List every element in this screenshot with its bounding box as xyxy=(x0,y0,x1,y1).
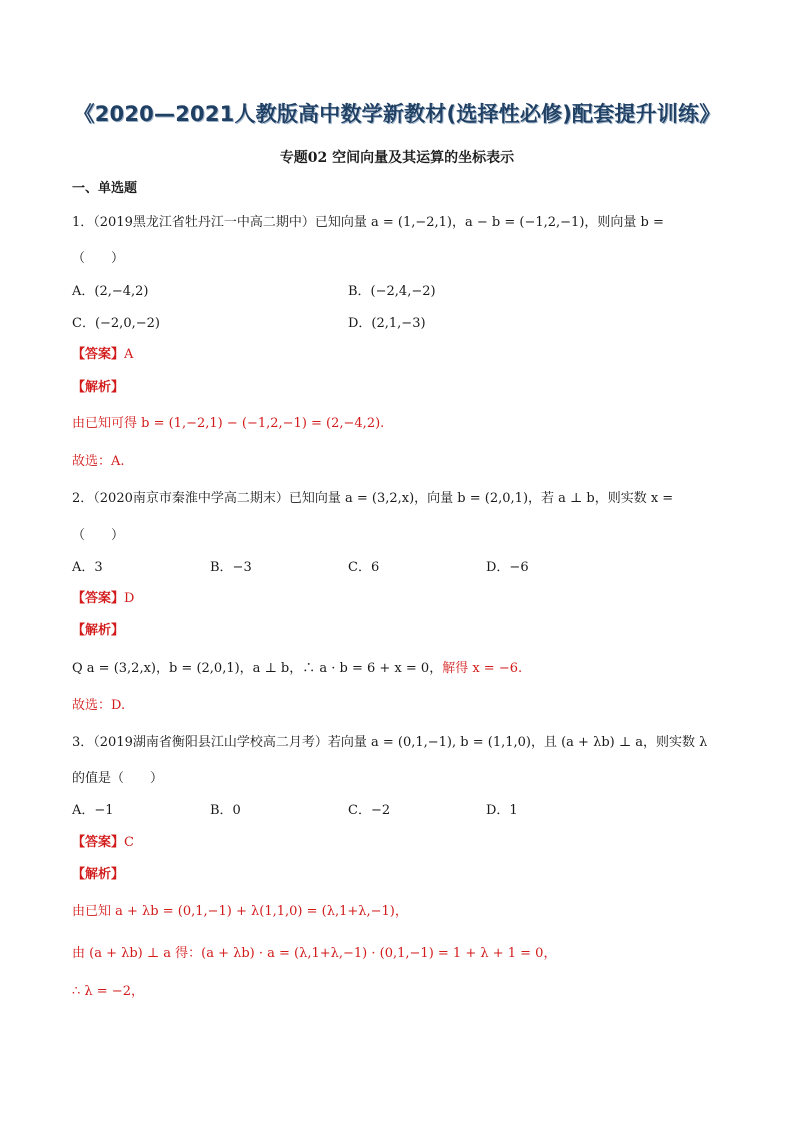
question-2-stem: 2．（2020南京市秦淮中学高二期末）已知向量 a = (3,2,x)，向量 b = (2,0,1)，若 a ⊥ b，则实数 x = xyxy=(72,491,674,506)
question-2-analysis-tag: 【解析】 xyxy=(72,623,125,638)
question-1-option-d: D．(2,1,−3) xyxy=(348,316,426,331)
question-3-option-b: B．0 xyxy=(210,803,241,818)
question-3-analysis-tag: 【解析】 xyxy=(72,867,125,882)
section-heading: 一、单选题 xyxy=(72,181,138,196)
question-2-option-d: D．−6 xyxy=(486,560,529,575)
question-2-option-c: C．6 xyxy=(348,560,380,575)
answer-tag: 【答案】 xyxy=(72,591,125,606)
question-1-paren: （ ） xyxy=(72,251,125,266)
answer-value: A xyxy=(124,347,134,362)
question-3-solution-1: 由已知 a + λb = (0,1,−1) + λ(1,1,0) = (λ,1+λ,−1)， xyxy=(72,904,408,919)
question-1-option-c: C．(−2,0,−2) xyxy=(72,316,160,331)
question-1-option-b: B．(−2,4,−2) xyxy=(348,284,436,299)
answer-value: D xyxy=(124,591,135,606)
question-3-stem: 3．（2019湖南省衡阳县江山学校高二月考）若向量 a = (0,1,−1), b = (1,1,0)，且 (a + λb) ⊥ a，则实数 λ xyxy=(72,735,708,750)
question-3-option-d: D．1 xyxy=(486,803,518,818)
answer-tag: 【答案】 xyxy=(72,835,125,850)
question-3-solution-3: ∴ λ = −2， xyxy=(72,984,144,999)
topic-subtitle: 专题02 空间向量及其运算的坐标表示 xyxy=(279,150,515,166)
question-2-option-b: B．−3 xyxy=(210,560,252,575)
solution-black: Q a = (3,2,x)，b = (2,0,1)，a ⊥ b，∴ a · b = 6 + x = 0， xyxy=(72,661,443,676)
question-3-option-a: A．−1 xyxy=(72,803,114,818)
question-2-conclusion: 故选：D. xyxy=(72,698,126,713)
question-2-answer xyxy=(72,590,134,608)
question-1-analysis-tag: 【解析】 xyxy=(72,380,125,395)
solution-red: 解得 x = −6. xyxy=(442,661,523,676)
document-title: 《2020—2021人教版高中数学新教材(选择性必修)配套提升训练》 xyxy=(73,102,721,126)
answer-tag: 【答案】 xyxy=(72,347,125,362)
question-3-stem-cont: 的值是（ ） xyxy=(72,771,164,786)
question-3-answer xyxy=(72,834,134,852)
question-2-option-a: A．3 xyxy=(72,560,103,575)
question-3-option-c: C．−2 xyxy=(348,803,391,818)
question-1-answer xyxy=(72,346,133,364)
question-2-paren: （ ） xyxy=(72,528,125,543)
question-1-solution: 由已知可得 b = (1,−2,1) − (−1,2,−1) = (2,−4,2). xyxy=(72,416,385,431)
question-1-stem: 1．（2019黑龙江省牡丹江一中高二期中）已知向量 a = (1,−2,1)，a − b = (−1,2,−1)，则向量 b = xyxy=(72,215,664,230)
question-1-option-a: A．(2,−4,2) xyxy=(72,284,149,299)
answer-value: C xyxy=(124,835,134,850)
question-2-solution xyxy=(72,660,522,678)
question-1-conclusion: 故选：A. xyxy=(72,454,125,469)
question-3-solution-2: 由 (a + λb) ⊥ a 得：(a + λb) · a = (λ,1+λ,−1) · (0,1,−1) = 1 + λ + 1 = 0， xyxy=(72,946,557,961)
